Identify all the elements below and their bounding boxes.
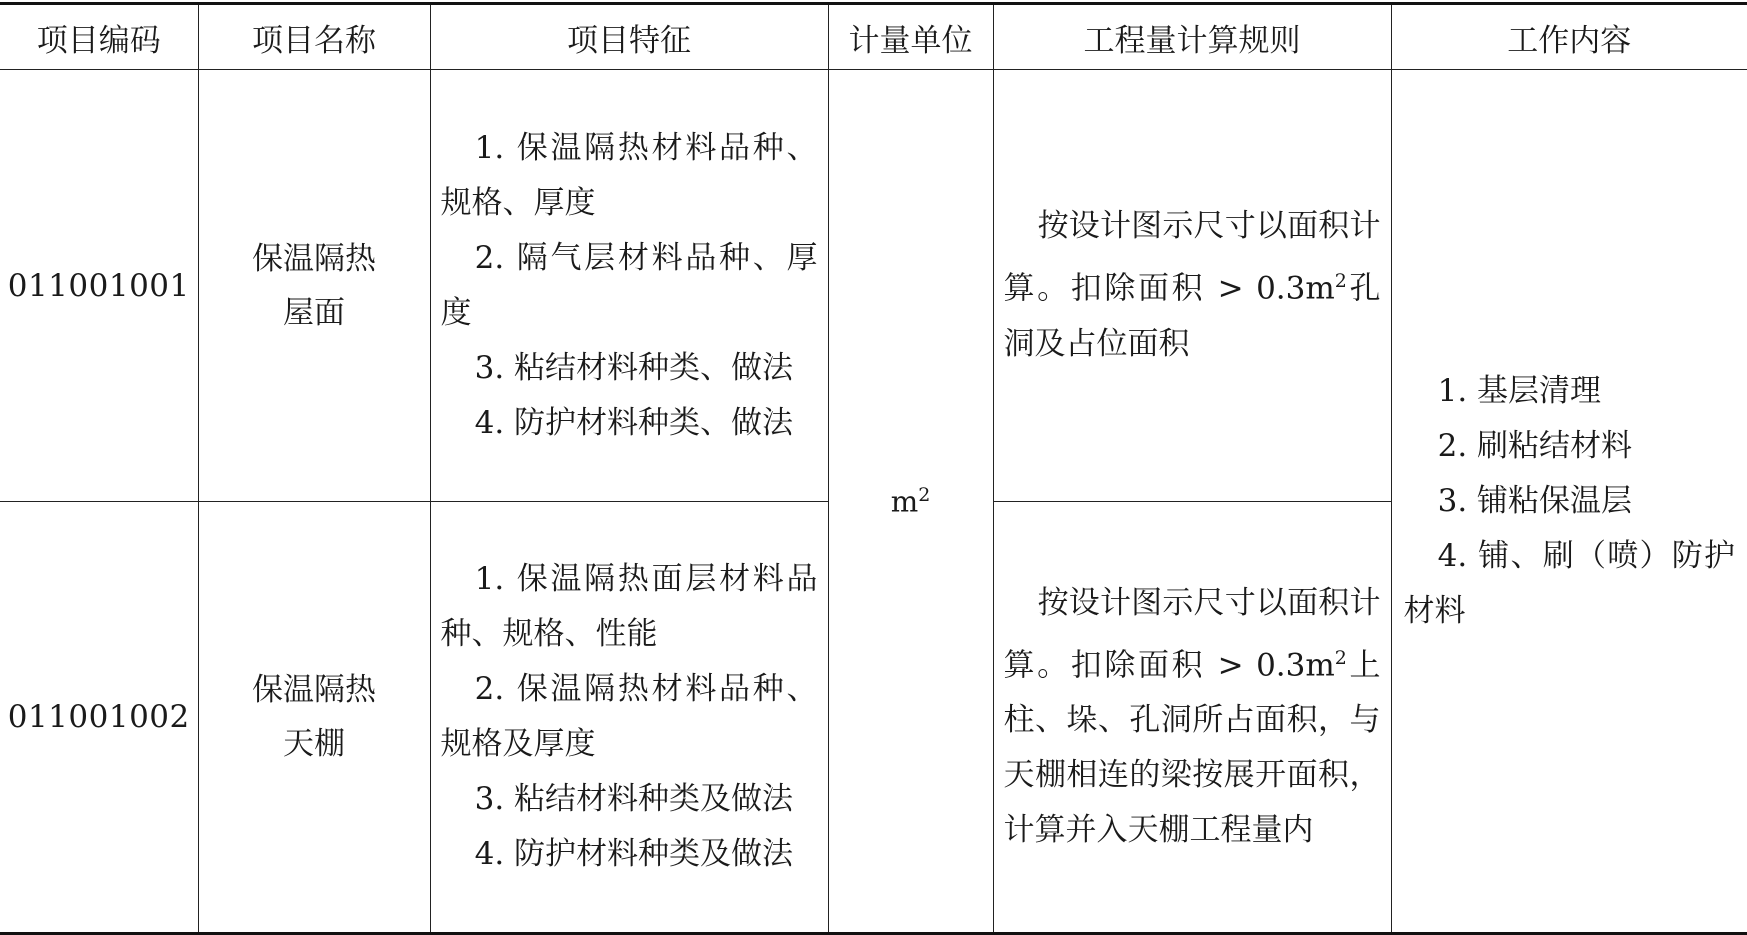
rule-text [1004,199,1381,371]
header-rule: 工程量计算规则 [993,4,1391,70]
item-code: 011001002 [0,502,198,934]
rule-exponent: 2 [1334,270,1347,293]
calculation-rule [993,502,1391,934]
work-item: 4. 铺、刷（喷）防护材料 [1403,537,1735,629]
feature-item: 2. 保温隔热材料品种、规格及厚度 [440,671,818,762]
rule-exponent: 2 [1334,646,1347,669]
item-name-line: 保温隔热 [252,672,376,708]
item-features [430,70,828,502]
item-name [198,502,430,934]
header-code: 项目编码 [0,4,198,70]
feature-item: 4. 防护材料种类及做法 [474,836,794,872]
rule-text-post: 孔洞及占位面积 [1003,270,1381,362]
header-row [0,4,1747,70]
bill-of-quantities-table [0,2,1747,935]
table-row [0,70,1747,502]
item-name-line: 屋面 [283,294,345,331]
item-code: 011001001 [0,70,198,502]
feature-item: 3. 粘结材料种类、做法 [474,349,794,386]
rule-text-pre: 按设计图示尺寸以面积计算。扣除面积 > 0.3m [1003,208,1381,307]
work-item: 1. 基层清理 [1437,372,1602,409]
header-features: 项目特征 [430,4,828,70]
feature-item: 1. 保温隔热材料品种、规格、厚度 [440,129,818,221]
calculation-rule [993,70,1391,502]
item-name-line: 天棚 [283,726,345,762]
work-content [1391,70,1747,934]
unit-exponent: 2 [918,483,931,506]
feature-item: 1. 保温隔热面层材料品种、规格、性能 [440,561,818,652]
header-name: 项目名称 [198,4,430,70]
rule-text-post: 上柱、垛、孔洞所占面积，与天棚相连的梁按展开面积，计算并入天棚工程量内 [1003,647,1381,849]
item-features [430,502,828,934]
unit-base: m [890,484,919,519]
feature-item: 2. 隔气层材料品种、厚度 [440,239,818,331]
header-unit: 计量单位 [828,4,993,70]
unit-cell [828,70,993,934]
header-work: 工作内容 [1391,4,1747,70]
rule-text [1004,576,1381,858]
rule-text-pre: 按设计图示尺寸以面积计算。扣除面积 > 0.3m [1003,584,1381,684]
feature-item: 3. 粘结材料种类及做法 [474,781,794,817]
item-name-line: 保温隔热 [252,240,376,277]
item-name [198,70,430,502]
feature-item: 4. 防护材料种类、做法 [474,404,794,441]
work-item: 2. 刷粘结材料 [1437,427,1633,464]
work-item: 3. 铺粘保温层 [1437,482,1633,519]
